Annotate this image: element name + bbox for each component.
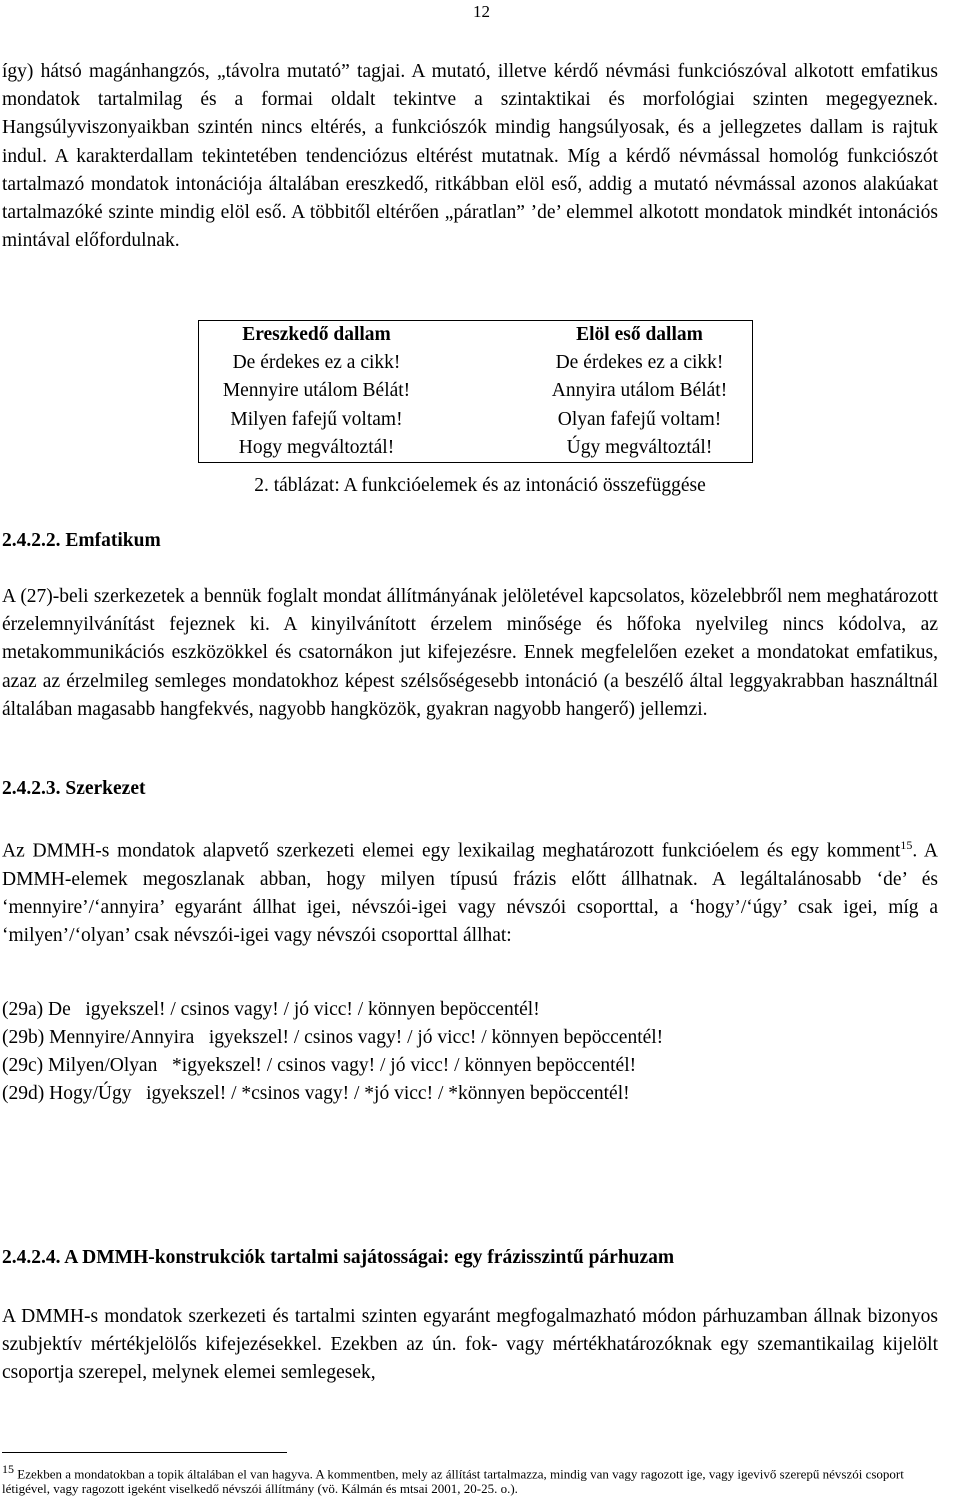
paragraph-tartalmi: A DMMH-s mondatok szerkezeti és tartalmi szinten egyaránt megfogalmazható módon párhuzamban állnak bizonyos szubjektív mértékjelölős kifejezésekkel. Ezekben az ún. fok- vagy mértékhatározóknak egy szemantikailag kijelölt csoportja szerepel, melynek elemei semlegesek,	[2, 1306, 938, 1384]
page-number: 12	[473, 2, 490, 21]
table-header-row	[199, 321, 753, 350]
table-row	[199, 434, 753, 463]
footnote	[2, 1462, 938, 1496]
table-row	[199, 349, 753, 377]
table-cell: Úgy megváltoztál!	[566, 436, 713, 458]
example-29b: (29b) Mennyire/Annyira igyekszel! / csinos vagy! / jó vicc! / könnyen bepöccentél!	[2, 1027, 664, 1048]
table-cell: Olyan fafejű voltam!	[557, 408, 722, 430]
section-heading-emfatikum: 2.4.2.2. Emfatikum	[2, 530, 161, 551]
footnote-divider	[2, 1452, 287, 1453]
table-cell: De érdekes ez a cikk!	[555, 352, 724, 374]
section-heading-szerkezet: 2.4.2.3. Szerkezet	[2, 778, 146, 799]
footnote-number: 15	[2, 1462, 14, 1476]
table-row	[199, 377, 753, 405]
table-header-falling: Ereszkedő dallam	[242, 324, 391, 345]
paragraph-emfatikum: A (27)-beli szerkezetek a bennük foglalt mondat állítmányának jelöletével kapcsolatos, közelebbről nem meghatározott érzelemnyilvánítást fejeznek ki. A kinyilvánított érzelem minősége és hőfoka nyelvileg nincs kódolva, az metakommunikációs eszközökkel és csatornákon jut kifejezésre. Ennek megfelelően ezeket a mondatokat emfatikus, azaz az érzelmileg semleges mondatokhoz képest szélsőségesebb intonáció (a beszélő által leggyakrabban használtnál általában magasabb hangfekvés, nagyobb hangközök, gyakran nagyobb hangerő) jellemzi.	[2, 586, 938, 720]
example-29a: (29a) De igyekszel! / csinos vagy! / jó vicc! / könnyen bepöccentél!	[2, 999, 540, 1020]
table-row	[199, 406, 753, 434]
example-29d: (29d) Hogy/Úgy igyekszel! / *csinos vagy! / *jó vicc! / *könnyen bepöccentél!	[2, 1083, 630, 1104]
section-heading-tartalmi: 2.4.2.4. A DMMH-konstrukciók tartalmi sajátosságai: egy frázisszintű párhuzam	[2, 1247, 675, 1268]
table-caption: 2. táblázat: A funkcióelemek és az intonáció összefüggése	[254, 475, 706, 496]
intonation-table	[198, 320, 753, 463]
table-header-front-falling: Elöl eső dallam	[576, 324, 703, 345]
footnote-reference[interactable]: 15	[900, 838, 913, 852]
table-cell: Hogy megváltoztál!	[238, 436, 395, 458]
table-cell: Milyen fafejű voltam!	[230, 408, 403, 430]
table-cell: De érdekes ez a cikk!	[232, 352, 401, 374]
footnote-text: Ezekben a mondatokban a topik általában el van hagyva. A kommentben, mely az állítást tartalmazza, mindig van vagy ragozott ige, vagy igevivő szerepű névszói csoport létigével, vagy ragozott igeként viselkedő névszói állítmány (vö. Kálmán és mtsai 2001, 20-25. o.).	[2, 1466, 904, 1496]
paragraph-szerkezet-part2: . A DMMH-elemek megoszlanak abban, hogy milyen típusú frázis előtt állhatnak. A legáltalánosabb ‘de’ és ‘mennyire’/‘annyira’ egyaránt állhat igei, névszói-igei vagy névszói csoporttal, a ‘hogy’/‘úgy’ csak igei, míg a ‘milyen’/‘olyan’ csak névszói-igei vagy névszói csoporttal állhat:	[2, 840, 938, 947]
paragraph-szerkezet	[2, 831, 938, 950]
table-cell: Mennyire utálom Bélát!	[222, 380, 411, 402]
paragraph-szerkezet-part1: Az DMMH-s mondatok alapvető szerkezeti elemei egy lexikailag meghatározott funkcióelem és egy komment	[2, 840, 901, 862]
paragraph-intonation: így) hátsó magánhangzós, „távolra mutató” tagjai. A mutató, illetve kérdő névmási funkciószóval alkotott emfatikus mondatok tartalmilag és a formai oldalt tekintve a szintaktikai és morfológiai szinten megegyeznek. Hangsúlyviszonyaikban szintén nincs eltérés, a funkciószók mindig hangsúlyosak, és a jellegzetes dallam is rajtuk indul. A karakterdallam tekintetében tendenciózus eltérést mutatnak. Míg a kérdő névmással homológ funkciószót tartalmazó mondatok intonációja általában ereszkedő, ritkábban elöl eső, addig a mutató névmással azonos alakúakat tartalmazóké szinte mindig elöl eső. A többitől eltérően „páratlan” ’de’ elemmel alkotott mondatok mindkét intonációs mintával előfordulnak.	[2, 61, 938, 252]
table-cell: Annyira utálom Bélát!	[551, 380, 728, 402]
example-29c: (29c) Milyen/Olyan *igyekszel! / csinos vagy! / jó vicc! / könnyen bepöccentél!	[2, 1055, 637, 1076]
